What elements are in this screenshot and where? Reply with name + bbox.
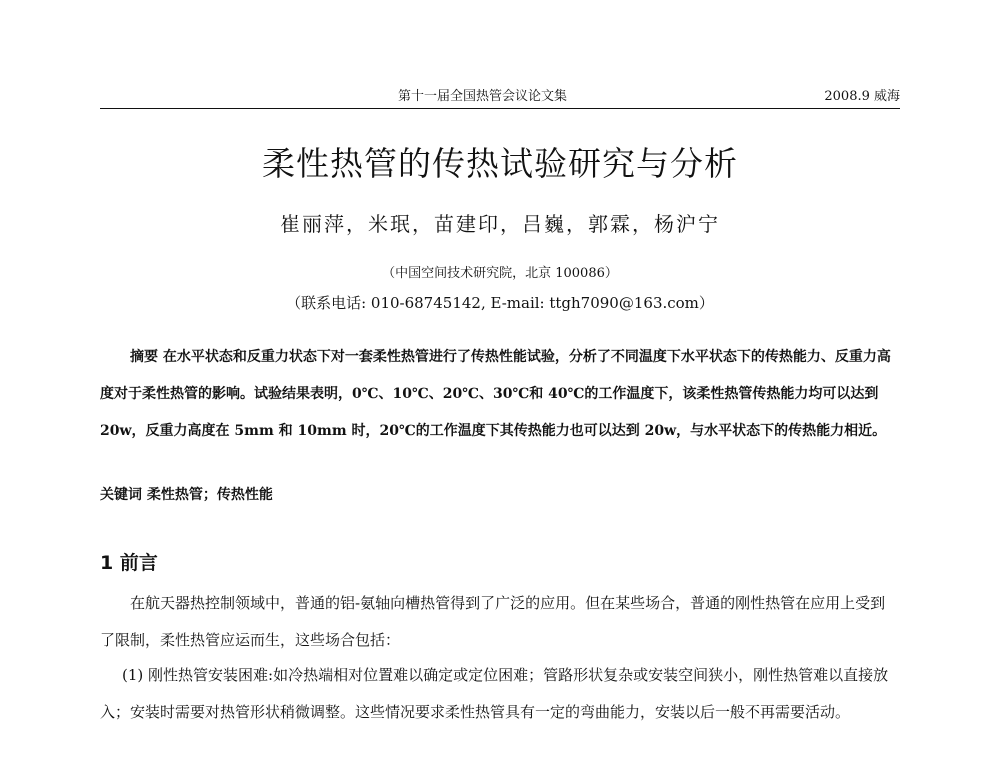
abstract-text: 在水平状态和反重力状态下对一套柔性热管进行了传热性能试验，分析了不同温度下水平状态下的传热能力、反重力高度对于柔性热管的影响。试验结果表明，0℃、10℃、20℃、30℃和 40℃的工作温度下，该柔性热管传热能力均可以达到 20w，反重力高度在 5mm 和 10mm 时，20℃的工作温度下其传热能力也可以达到 20w，与水平状态下的传热能力相近。 — [100, 349, 891, 439]
date-place: 2008.9 威海 — [824, 89, 900, 104]
section-heading: 1 前言 — [100, 552, 158, 574]
body-paragraph-1: 在航天器热控制领域中，普通的铝-氨轴向槽热管得到了广泛的应用。但在某些场合，普通的刚性热管在应用上受到了限制，柔性热管应运而生，这些场合包括： — [100, 594, 886, 649]
affiliation: （中国空间技术研究院，北京 100086） — [382, 266, 618, 281]
paper-title: 柔性热管的传热试验研究与分析 — [262, 144, 738, 183]
keywords-label: 关键词 — [100, 487, 142, 503]
keywords — [100, 484, 900, 504]
author-list: 崔丽萍，米珉，苗建印，吕巍，郭霖，杨沪宁 — [280, 212, 720, 236]
abstract — [100, 339, 900, 450]
abstract-label: 摘要 — [130, 349, 158, 365]
running-header — [100, 85, 900, 107]
header-rule — [100, 108, 900, 109]
proceedings-title: 第十一届全国热管会议论文集 — [398, 89, 568, 104]
contact-info: （联系电话: 010-68745142, E-mail: ttgh7090@163.com） — [286, 294, 714, 312]
keywords-text: 柔性热管；传热性能 — [146, 487, 273, 503]
body-paragraph-2: (1) 刚性热管安装困难:如冷热端相对位置难以确定或定位困难；管路形状复杂或安装空间狭小，刚性热管难以直接放入；安装时需要对热管形状稍微调整。这些情况要求柔性热管具有一定的弯曲能力，安装以后一般不再需要活动。 — [100, 666, 889, 721]
